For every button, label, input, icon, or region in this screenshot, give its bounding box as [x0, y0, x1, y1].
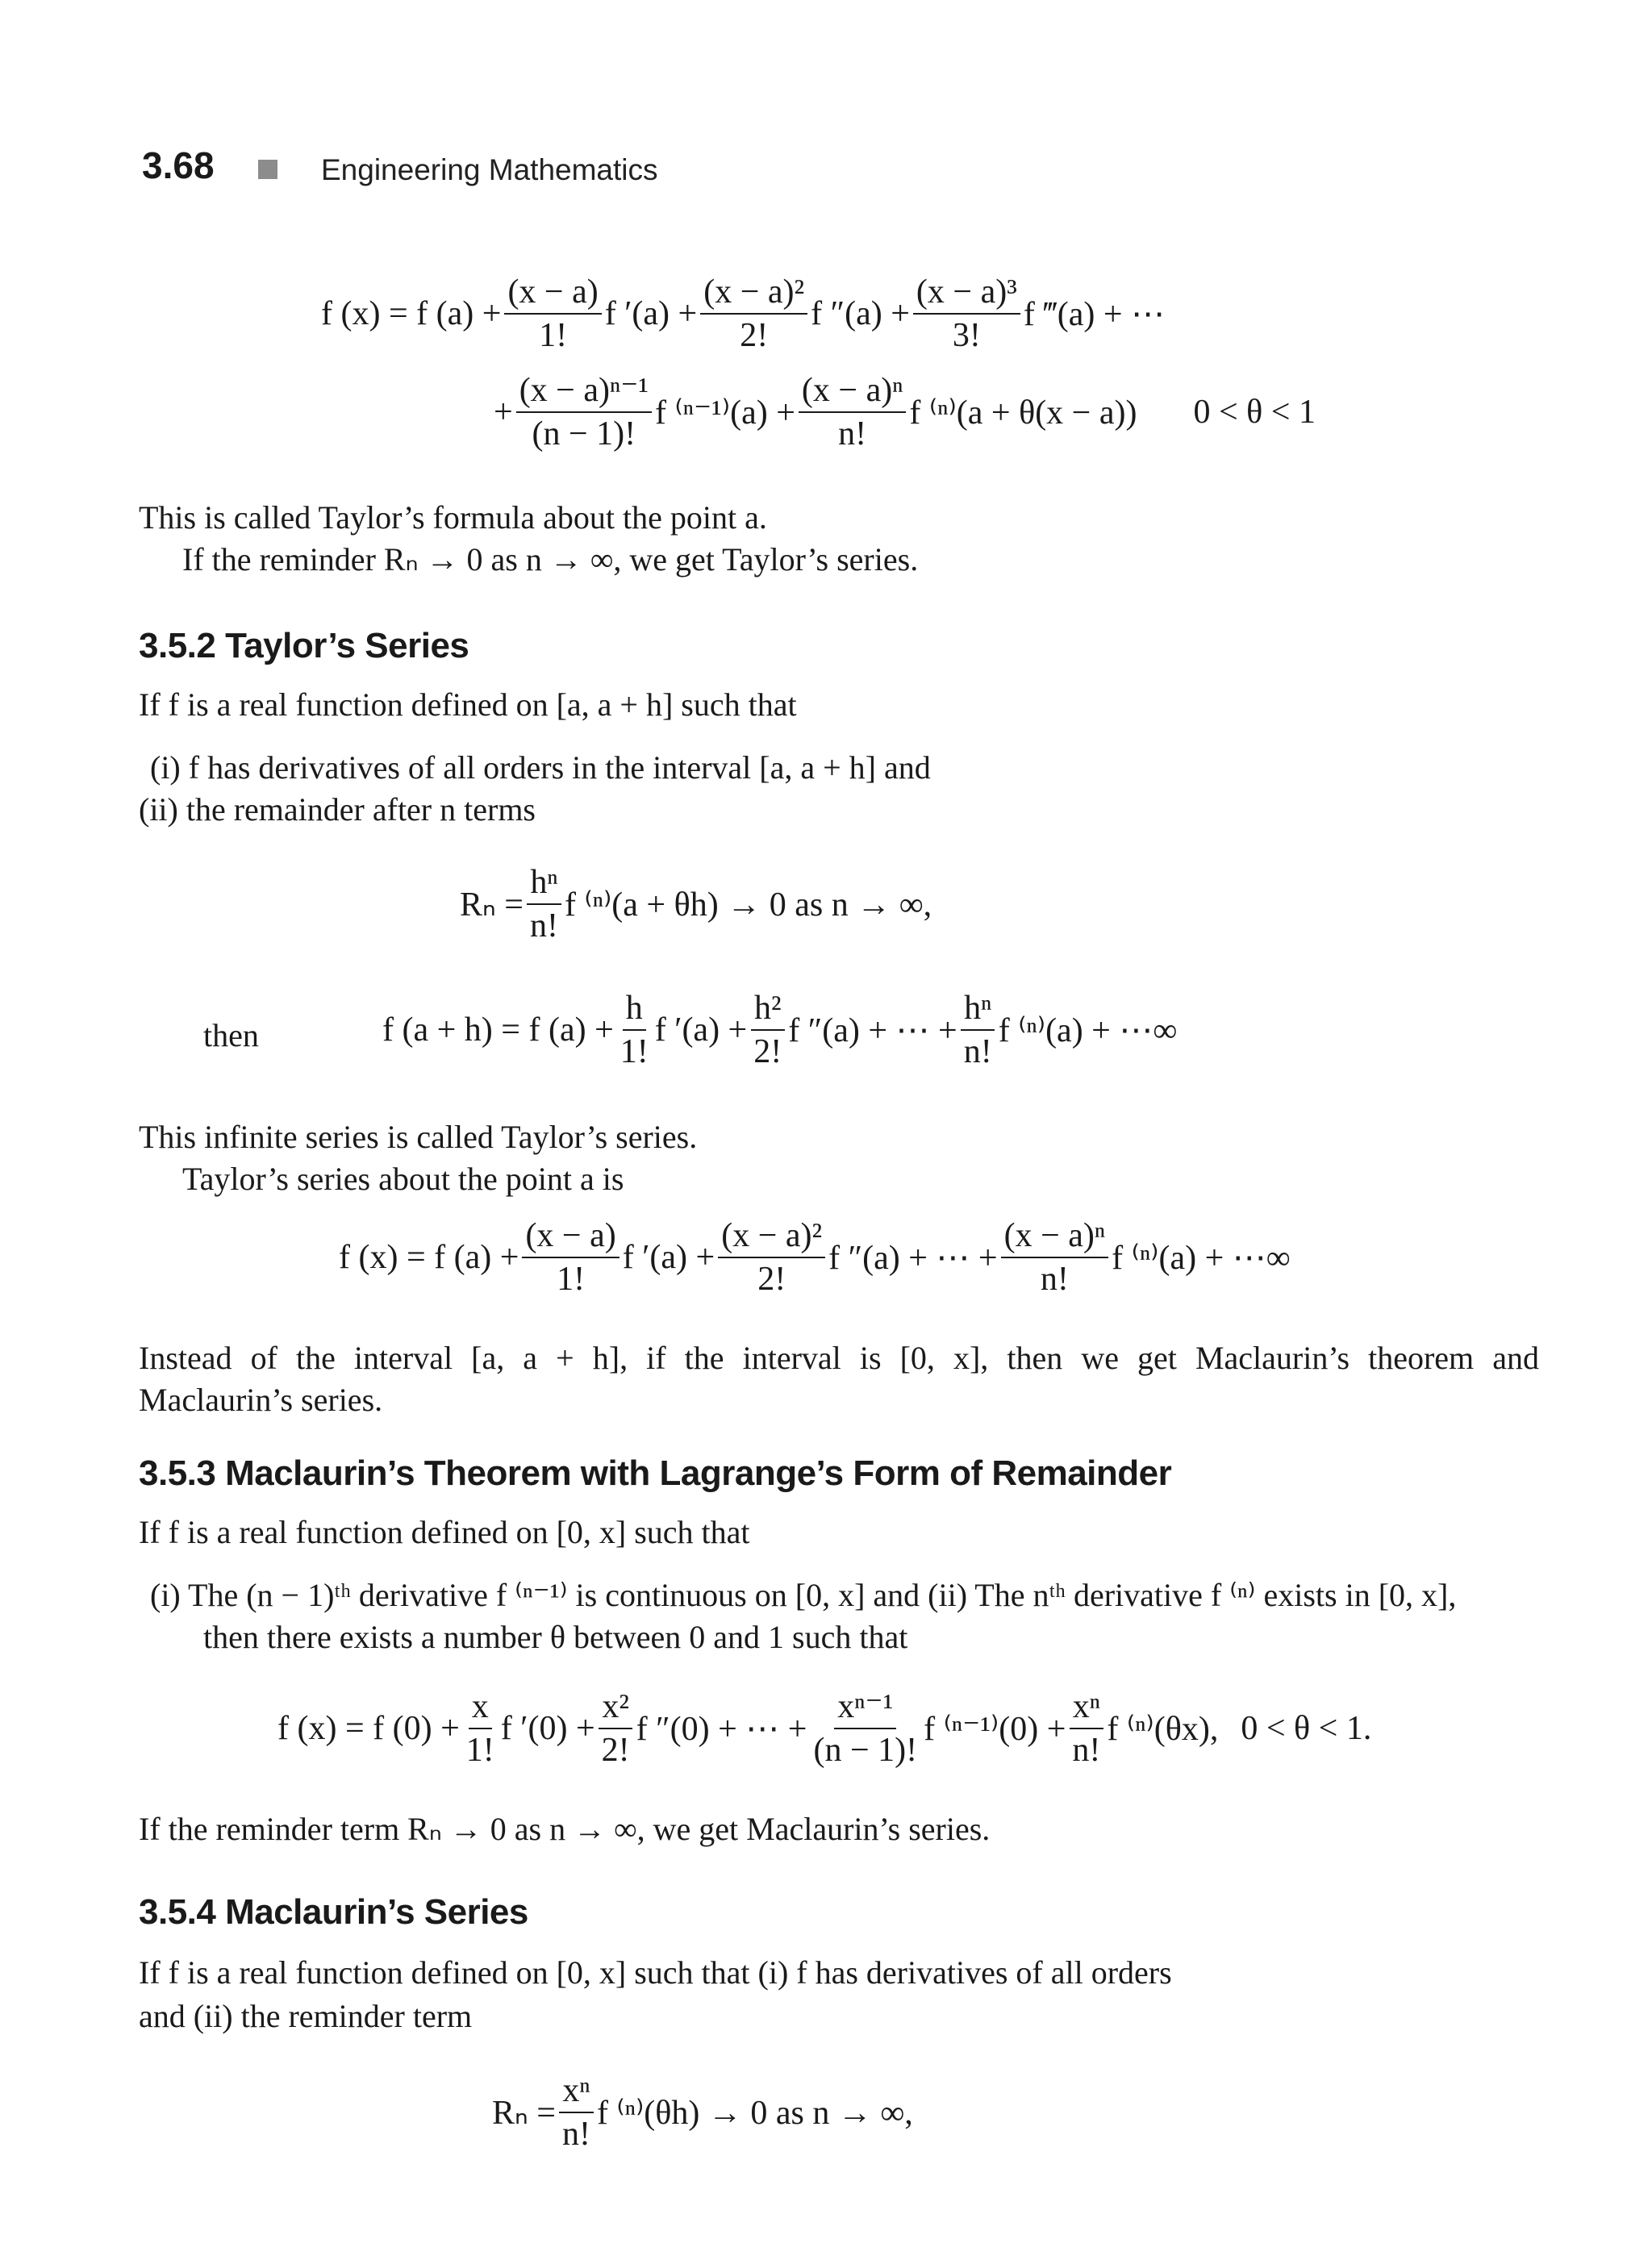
- fraction: $\frac{\text{x²}}{2!}$: [599, 1687, 633, 1770]
- eq-lhs: Rₙ =: [492, 2095, 556, 2132]
- then-label: then: [203, 1017, 259, 1053]
- remainder-equation: [460, 863, 932, 945]
- eq-term: f ″(a) + ⋯ +: [828, 1240, 998, 1277]
- eq-term: f ′(a) +: [622, 1239, 715, 1276]
- fraction: $\frac{\text{h²}}{2!}$: [750, 989, 785, 1071]
- paragraph-line: If f is a real function defined on [0, x] such that: [139, 1514, 750, 1550]
- taylor-formula-line2: [494, 371, 1316, 453]
- paragraph-line: Instead of the interval [a, a + h], if the interval is [0, x], then we get Maclaurin’s theorem and: [139, 1340, 1539, 1376]
- eq-term: f ⁽ⁿ⁾(a) + ⋯∞: [998, 1012, 1178, 1049]
- list-item: then there exists a number θ between 0 and 1 such that: [203, 1619, 908, 1655]
- fraction: $\frac{\text{xⁿ}}{n!}$: [559, 2071, 594, 2154]
- fraction: $\frac{\text{xⁿ}}{n!}$: [1069, 1687, 1103, 1770]
- section-heading-3-5-3: 3.5.3 Maclaurin’s Theorem with Lagrange’s Form of Remainder: [139, 1453, 1172, 1493]
- eq-term: +: [494, 394, 513, 431]
- maclaurin-remainder-equation: [492, 2071, 913, 2154]
- eq-term: f ⁽ⁿ⁾(a + θ(x − a)): [909, 394, 1137, 432]
- header-square-icon: [258, 160, 277, 179]
- eq-term: f ⁽ⁿ⁾(a) + ⋯∞: [1112, 1240, 1291, 1277]
- fraction: $\frac{h}{1!}$: [620, 990, 649, 1070]
- running-header-title: Engineering Mathematics: [321, 153, 658, 186]
- taylor-series-about-a-equation: [339, 1216, 1291, 1299]
- paragraph-line: If f is a real function defined on [a, a + h] such that: [139, 686, 797, 723]
- paragraph-line: Maclaurin’s series.: [139, 1382, 383, 1418]
- paragraph-line: Taylor’s series about the point a is: [182, 1161, 624, 1197]
- eq-term: f ″(a) + ⋯ +: [788, 1012, 957, 1049]
- section-heading-3-5-2: 3.5.2 Taylor’s Series: [139, 626, 469, 665]
- fraction: $\frac{\text{(x − a)²}}{2!}$: [718, 1216, 825, 1299]
- fraction: $\frac{\text{xⁿ⁻¹}}{(n - 1)!}$: [813, 1688, 918, 1769]
- eq-lhs: f (x) = f (a) +: [321, 295, 502, 332]
- eq-term: f ″(0) + ⋯ +: [636, 1711, 807, 1748]
- fraction: $\frac{(x - a)}{1!}$: [504, 273, 601, 355]
- eq-term: f ⁽ⁿ⁾(θh) → 0 as n → ∞,: [596, 2095, 913, 2132]
- taylor-formula-line1: [321, 273, 1165, 355]
- paragraph-line: If f is a real function defined on [0, x] such that (i) f has derivatives of all orders: [139, 1954, 1172, 1991]
- fraction: $\frac{\text{(x − a)ⁿ}}{n!}$: [1001, 1216, 1109, 1299]
- page-number: 3.68: [142, 144, 215, 186]
- fraction: $\frac{\text{(x − a)³}}{3!}$: [913, 273, 1020, 355]
- fraction: $\frac{\text{(x − a)²}}{2!}$: [700, 273, 807, 355]
- list-item: (ii) the remainder after n terms: [139, 791, 536, 828]
- fraction: $\frac{\text{(x − a)ⁿ⁻¹}}{(n - 1)!}$: [516, 371, 652, 453]
- eq-term: f ′(a) +: [604, 295, 698, 332]
- paragraph-line: and (ii) the reminder term: [139, 1998, 473, 2034]
- paragraph-line: If the reminder Rₙ → 0 as n → ∞, we get Taylor’s series.: [182, 541, 919, 578]
- fraction: $\frac{\text{hⁿ}}{n!}$: [527, 863, 561, 945]
- paragraph-line: This is called Taylor’s formula about the point a.: [139, 499, 767, 536]
- taylor-series-equation: [382, 989, 1177, 1071]
- fraction: $\frac{\text{hⁿ}}{n!}$: [961, 989, 995, 1071]
- eq-condition: 0 < θ < 1: [1193, 394, 1316, 431]
- fraction: $\frac{(x - a)}{1!}$: [522, 1216, 619, 1299]
- eq-term: f ⁽ⁿ⁻¹⁾(a) +: [654, 394, 795, 432]
- eq-lhs: f (a + h) = f (a) +: [382, 1011, 614, 1049]
- eq-lhs: Rₙ =: [460, 886, 524, 924]
- eq-term: f ⁽ⁿ⁻¹⁾(0) +: [924, 1711, 1066, 1748]
- fraction: $\frac{\text{(x − a)ⁿ}}{n!}$: [799, 371, 907, 453]
- eq-term: f ″(a) +: [811, 295, 910, 332]
- section-heading-3-5-4: 3.5.4 Maclaurin’s Series: [139, 1892, 528, 1932]
- fraction: $\frac{x}{1!}$: [465, 1688, 494, 1769]
- eq-condition: 0 < θ < 1.: [1241, 1710, 1372, 1747]
- paragraph-line: This infinite series is called Taylor’s series.: [139, 1119, 698, 1155]
- eq-term: f ′(0) +: [500, 1710, 595, 1747]
- maclaurin-theorem-equation: [277, 1687, 1371, 1770]
- eq-term: f ⁽ⁿ⁾(θx),: [1107, 1711, 1219, 1748]
- eq-lhs: f (x) = f (a) +: [339, 1239, 519, 1276]
- list-item: (i) The (n − 1)ᵗʰ derivative f ⁽ⁿ⁻¹⁾ is continuous on [0, x] and (ii) The nᵗʰ derivative f ⁽ⁿ⁾ exists in [0, x],: [150, 1577, 1457, 1613]
- eq-term: f ‴(a) + ⋯: [1023, 296, 1166, 333]
- eq-term: f ′(a) +: [654, 1011, 748, 1049]
- eq-lhs: f (x) = f (0) +: [277, 1710, 460, 1747]
- list-item: (i) f has derivatives of all orders in the interval [a, a + h] and: [150, 749, 931, 786]
- eq-term: f ⁽ⁿ⁾(a + θh) → 0 as n → ∞,: [564, 886, 932, 924]
- paragraph-line: If the reminder term Rₙ → 0 as n → ∞, we get Maclaurin’s series.: [139, 1811, 991, 1847]
